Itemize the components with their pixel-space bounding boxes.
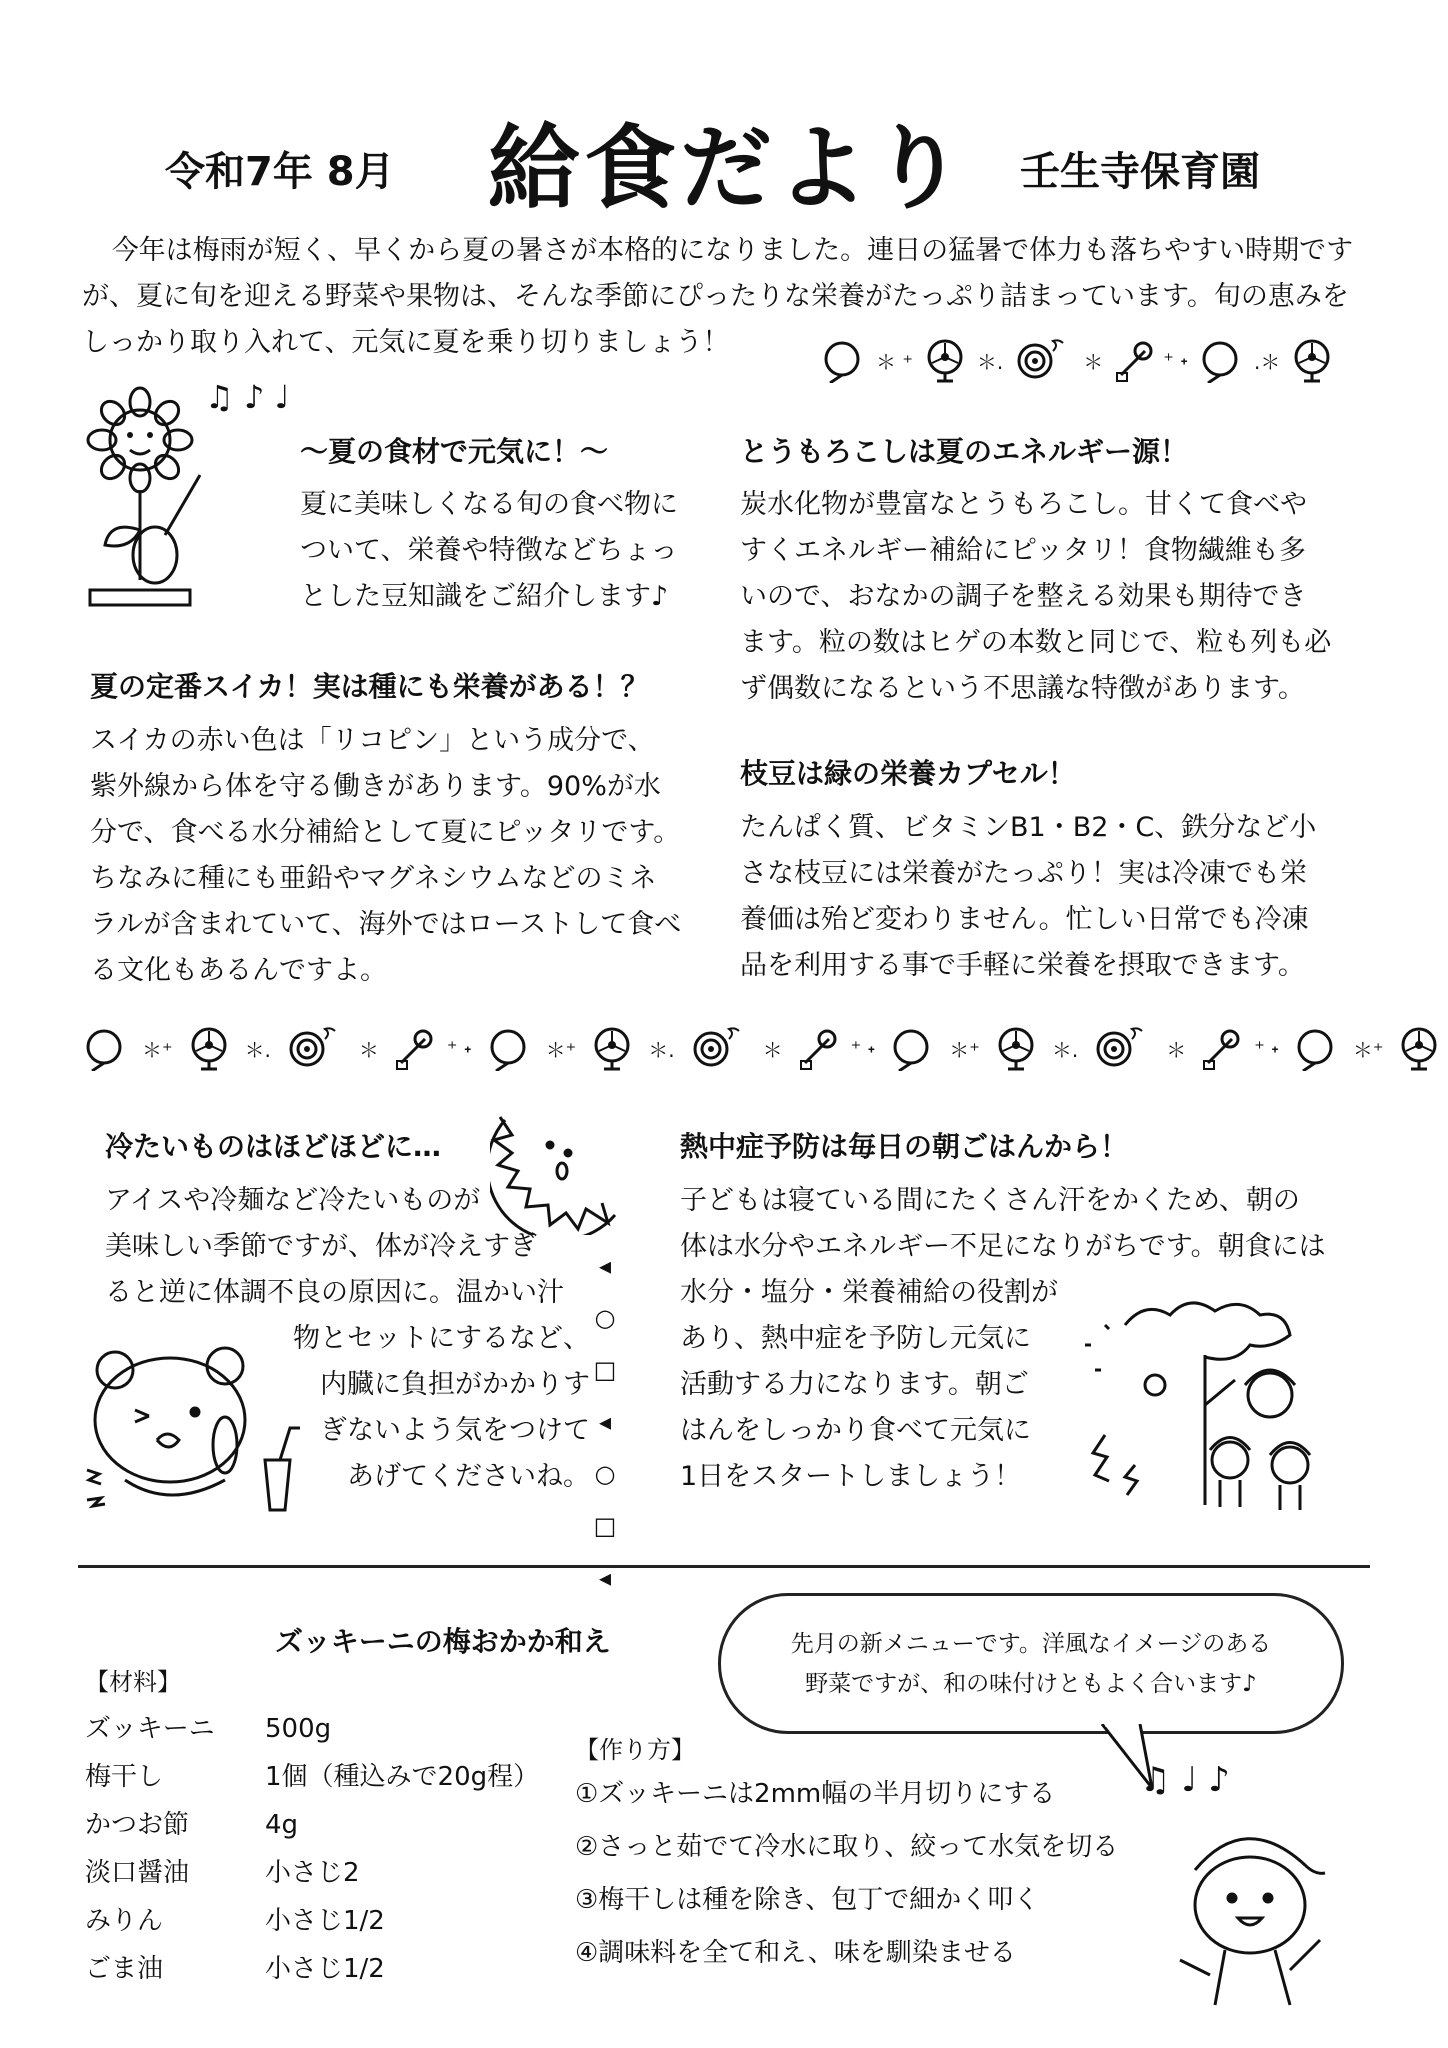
list-item: ①ズッキーニは2mm幅の半月切りにする [575,1779,1056,1809]
list-item: 淡口醤油 小さじ2 [85,1858,360,1888]
wind-chime-icon [393,1025,433,1071]
cold-food-heading: 冷たいものはほどほどに… [105,1130,442,1163]
electric-fan-icon [994,1025,1038,1071]
list-item: かつお節 4g [85,1810,299,1840]
edamame-heading: 枝豆は緑の栄養カプセル！ [740,757,1076,790]
mosquito-coil-icon [1013,337,1073,383]
summer-food-heading: 〜夏の食材で元気に！〜 [300,435,609,468]
wind-chime-icon [1113,337,1153,383]
list-item: ズッキーニ 500g [85,1714,332,1744]
list-item: みりん 小さじ1/2 [85,1906,385,1936]
bear-illustration [85,1340,310,1520]
list-item: ③梅干しは種を除き、包丁で細かく叩く [575,1885,1040,1915]
summer-food-body: 夏に美味しくなる旬の食べ物に ついて、栄養や特徴などちょっ とした豆知識をご紹介します♪ [300,489,678,612]
music-note-icon: ♫ ♪ ♩ [205,378,290,416]
child-cap-illustration [1170,1810,1340,2010]
list-item: ④調味料を全て和え、味を馴染ませる [575,1938,1016,1968]
organization-name: 壬生寺保育園 [1020,149,1260,195]
section-divider [78,1565,1370,1568]
uchiwa-fan-icon [1198,337,1244,383]
sun-illustration [490,1105,630,1235]
watermelon-heading: 夏の定番スイカ！実は種にも栄養がある！？ [90,670,649,703]
children-under-tree-illustration [1075,1285,1340,1515]
ingredients-list [85,1705,539,1993]
uchiwa-fan-icon [486,1025,532,1071]
summer-deco-row-top: ＊ ⁺ ＊. ＊ ⁺ ˖ .＊ [820,337,1334,383]
speech-bubble: 先月の新メニューです。洋風なイメージのある 野菜ですが、和の味付けともよく合います♪ [718,1593,1344,1734]
ingredients-label: 【材料】 [85,1668,181,1696]
mosquito-coil-icon [689,1025,749,1071]
watermelon-body: スイカの赤い色は「リコピン」という成分で、 紫外線から体を守る働きがあります。90%が水 分で、食べる水分補給として夏にピッタリです。 ちなみに種にも亜鉛やマグネシウムなどのミネ ラルが含まれていて、海外ではローストして食べ る文化もあるんですよ。 [90,725,682,986]
issue-date: 令和7年 8月 [165,149,395,195]
mosquito-coil-icon [285,1025,345,1071]
list-item: ごま油 小さじ1/2 [85,1954,385,1984]
wind-chime-icon [1200,1025,1240,1071]
uchiwa-fan-icon [889,1025,935,1071]
electric-fan-icon [923,337,967,383]
summer-deco-divider: ＊⁺ ＊. ＊ ⁺ ˖ ＊⁺ ＊. ＊ ⁺ ˖ ＊⁺ ＊. ＊ ⁺ ˖ ＊⁺ [82,1025,1441,1071]
wind-chime-icon [797,1025,837,1071]
steps-label: 【作り方】 [575,1736,695,1764]
edamame-body: たんぱく質、ビタミンB1・B2・C、鉄分など小 さな枝豆には栄養がたっぷり！実は冷凍でも栄 養価は殆ど変わりません。忙しい日常でも冷凍 品を利用する事で手軽に栄養を摂取できます。 [740,812,1317,981]
corn-body: 炭水化物が豊富なとうもろこし。甘くて食べや すくエネルギー補給にピッタリ！食物繊維も多 いので、おなかの調子を整える効果も期待でき ます。粒の数はヒゲの本数と同じで、粒も列も必 ず偶数になるという不思議な特徴があります。 [740,489,1332,704]
intro-paragraph: 今年は梅雨が短く、早くから夏の暑さが本格的になりました。連日の猛暑で体力も落ちやすい時期ですが、夏に旬を迎える野菜や果物は、そんな季節にぴったりな栄養がたっぷり詰まっています。旬の恵みをしっかり取り入れて、元気に夏を乗り切りましょう！ [82,235,1354,358]
uchiwa-fan-icon [820,337,866,383]
heatstroke-heading: 熱中症予防は毎日の朝ごはんから！ [680,1130,1129,1163]
list-item: ②さっと茹でて冷水に取り、絞って水気を切る [575,1832,1119,1862]
corn-heading: とうもろこしは夏のエネルギー源！ [740,435,1189,468]
uchiwa-fan-icon [82,1025,128,1071]
cold-food-body-top: アイスや冷麺など冷たいものが 美味しい季節ですが、体が冷えすぎ ると逆に体調不良の原因に。温かい汁 [105,1185,564,1308]
newsletter-title: 給食だより [488,115,969,222]
electric-fan-icon [1290,337,1334,383]
heatstroke-body: 子どもは寝ている間にたくさん汗をかくため、朝の 体は水分やエネルギー不足になりがちです。朝食には 水分・塩分・栄養補給の役割が あり、熱中症を予防し元気に 活動する力になります。朝ご はんをしっかり食べて元気に 1日をスタートしましょう！ [680,1185,1326,1492]
electric-fan-icon [590,1025,634,1071]
uchiwa-fan-icon [1293,1025,1339,1071]
cold-food-body-bottom: 物とセットにするなど、 内臓に負担がかかりす ぎないよう気をつけて あげてくださいね。 [293,1323,590,1492]
steps-list [575,1768,1118,1980]
electric-fan-icon [187,1025,231,1071]
decorative-shapes: ◂ ○ □ ◂ ○ □ ◂ [593,1252,617,1592]
electric-fan-icon [1397,1025,1441,1071]
recipe-title: ズッキーニの梅おかか和え [275,1625,611,1658]
sunflower-guitar-illustration [80,380,230,620]
list-item: 梅干し 1個（種込みで20g程） [85,1762,540,1792]
music-note-icon: ♫ ♩ ♪ [1140,1760,1230,1800]
mosquito-coil-icon [1092,1025,1152,1071]
